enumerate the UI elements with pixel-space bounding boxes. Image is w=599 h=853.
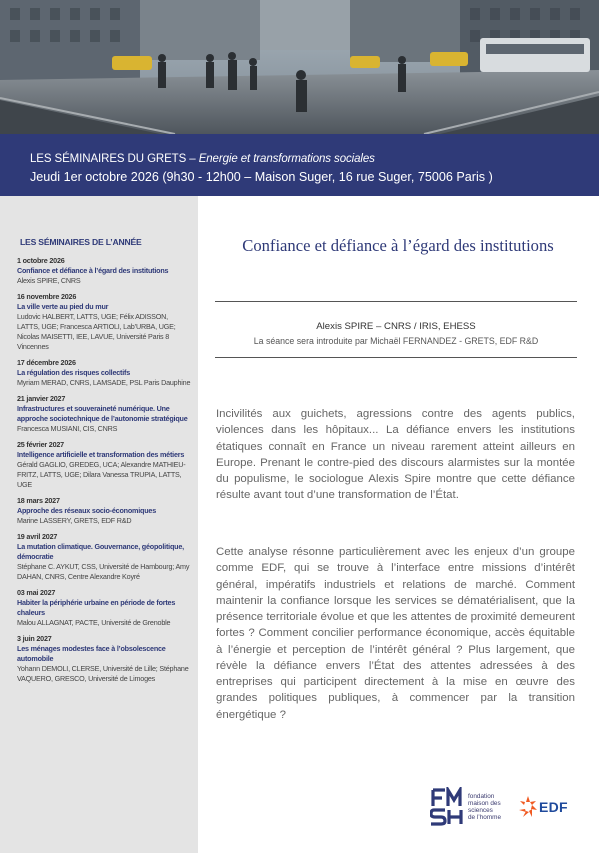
event-title: La mutation climatique. Gouvernance, géopolitique, démocratie — [17, 542, 184, 561]
event-title: Intelligence artificielle et transformation des métiers — [17, 450, 185, 459]
speaker-affiliation: – CNRS / IRIS, EHESS — [373, 321, 476, 332]
body-paragraph: Cette analyse résonne particulièrement avec les enjeux d’un groupe comme EDF, qui se trouve à l’interface entre missions d’intérêt général, impératifs industriels et relations de marché. Comment maintenir la confiance lorsque les services se dématérialisent, que la présence territoriale évolue et que les attentes de proximité demeurent fortes ? Comment concilier performance économique, accès équitable à l’énergie et perception de l’intérêt général ? Plus largement, que révèle la défiance envers l’État des attentes adressées à des entreprises qui participent directement à la mise en œuvre des grandes politiques publiques, à commencer par la transition énergétique ? — [216, 546, 575, 721]
event-speakers: Yohann DEMOLI, CLERSE, Université de Lille; Stéphane VAQUERO, GRESCO, Université de Limoges — [17, 664, 189, 683]
speaker-name: Alexis SPIRE — [316, 321, 374, 332]
sidebar-title: LES SÉMINAIRES DE L’ANNÉE — [20, 237, 142, 247]
event-speakers: Ludovic HALBERT, LATTS, UGE; Félix ADISSON, LATTS, UGE; Francesca ARTIOLI, Lab’URBA, UGE; Nicolas MAISETTI, IEE, LAVUE, Université Paris 8 Vincennes — [17, 312, 176, 351]
fmsh-text-line: sciences — [468, 807, 493, 814]
fmsh-text-line: de l’homme — [468, 814, 502, 821]
list-item — [17, 634, 192, 684]
fmsh-text-line: maison des — [468, 800, 501, 807]
event-date: 18 mars 2027 — [17, 496, 60, 505]
edf-wordmark: EDF — [539, 799, 568, 815]
event-date: 25 février 2027 — [17, 440, 64, 449]
list-item — [17, 588, 192, 628]
list-item — [17, 440, 192, 490]
event-date: 1 octobre 2026 — [17, 256, 65, 265]
divider — [215, 301, 577, 302]
event-title: Confiance et défiance à l’égard des institutions — [17, 266, 169, 275]
page-title: Confiance et défiance à l’égard des institutions — [242, 236, 554, 255]
event-speakers: Marine LASSERY, GRETS, EDF R&D — [17, 516, 132, 525]
list-item — [17, 496, 192, 526]
event-speakers: Malou ALLAGNAT, PACTE, Université de Grenoble — [17, 618, 171, 627]
series-name: LES SÉMINAIRES DU GRETS — [30, 153, 187, 165]
event-date: 21 janvier 2027 — [17, 394, 66, 403]
header-photo — [0, 0, 599, 134]
event-date: 16 novembre 2026 — [17, 292, 77, 301]
city-street-photo — [0, 0, 599, 134]
session-info: Jeudi 1er octobre 2026 (9h30 - 12h00 – Maison Suger, 16 rue Suger, 75006 Paris ) — [30, 170, 493, 184]
series-theme: Energie et transformations sociales — [198, 153, 375, 165]
event-title: Infrastructures et souveraineté numérique. Une approche sociotechnique de l’autonomie stratégique — [17, 404, 188, 423]
event-date: 03 mai 2027 — [17, 588, 56, 597]
list-item — [17, 358, 192, 388]
edf-logo — [518, 795, 578, 821]
body-paragraph: Incivilités aux guichets, agressions contre des agents publics, violences dans les hôpitaux... La défiance envers les institutions étatiques connaît en France un niveau rarement atteint ailleurs en Europe. Prenant le contre-pied des discours alarmistes sur la montée du populisme, le sociologue Alexis Spire montre que cette défiance résulte avant tout d’une transformation de l’État. — [216, 408, 575, 502]
event-date: 19 avril 2027 — [17, 532, 58, 541]
edf-sun-icon — [518, 795, 538, 819]
fmsh-logo — [430, 787, 510, 827]
event-title: La régulation des risques collectifs — [17, 368, 131, 377]
fmsh-text-line: fondation — [468, 793, 495, 800]
event-speakers: Gérald GAGLIO, GREDEG, UCA; Alexandre MATHIEU-FRITZ, LATTS, UGE; Dilara Vanessa TRUPIA, LATTS, UGE — [17, 460, 186, 489]
list-item — [17, 394, 192, 434]
event-title: Habiter la périphérie urbaine en période de fortes chaleurs — [17, 598, 176, 617]
series-separator: – — [186, 153, 199, 165]
event-title: Les ménages modestes face à l’obsolescence automobile — [17, 644, 166, 663]
event-date: 3 juin 2027 — [17, 634, 52, 643]
event-speakers: Myriam MERAD, CNRS, LAMSADE, PSL Paris Dauphine — [17, 378, 191, 387]
event-title: Approche des réseaux socio-économiques — [17, 506, 156, 515]
list-item — [17, 256, 192, 286]
speaker-line — [215, 320, 577, 333]
event-title: La ville verte au pied du mur — [17, 302, 109, 311]
divider — [215, 357, 577, 358]
event-speakers: Francesca MUSIANI, CIS, CNRS — [17, 424, 118, 433]
seminar-banner — [0, 134, 599, 196]
introduction-note: La séance sera introduite par Michaël FERNANDEZ - GRETS, EDF R&D — [253, 336, 539, 346]
fmsh-mark-icon — [430, 787, 464, 827]
list-item — [17, 292, 192, 352]
seminar-list-sidebar — [0, 196, 198, 853]
fmsh-wordmark — [468, 793, 501, 821]
event-date: 17 décembre 2026 — [17, 358, 76, 367]
event-speakers: Alexis SPIRE, CNRS — [17, 276, 81, 285]
banner-series-line — [30, 152, 599, 167]
event-speakers: Stéphane C. AYKUT, CSS, Université de Hambourg; Amy DAHAN, CNRS, Centre Alexandre Koyré — [17, 562, 190, 581]
list-item — [17, 532, 192, 582]
